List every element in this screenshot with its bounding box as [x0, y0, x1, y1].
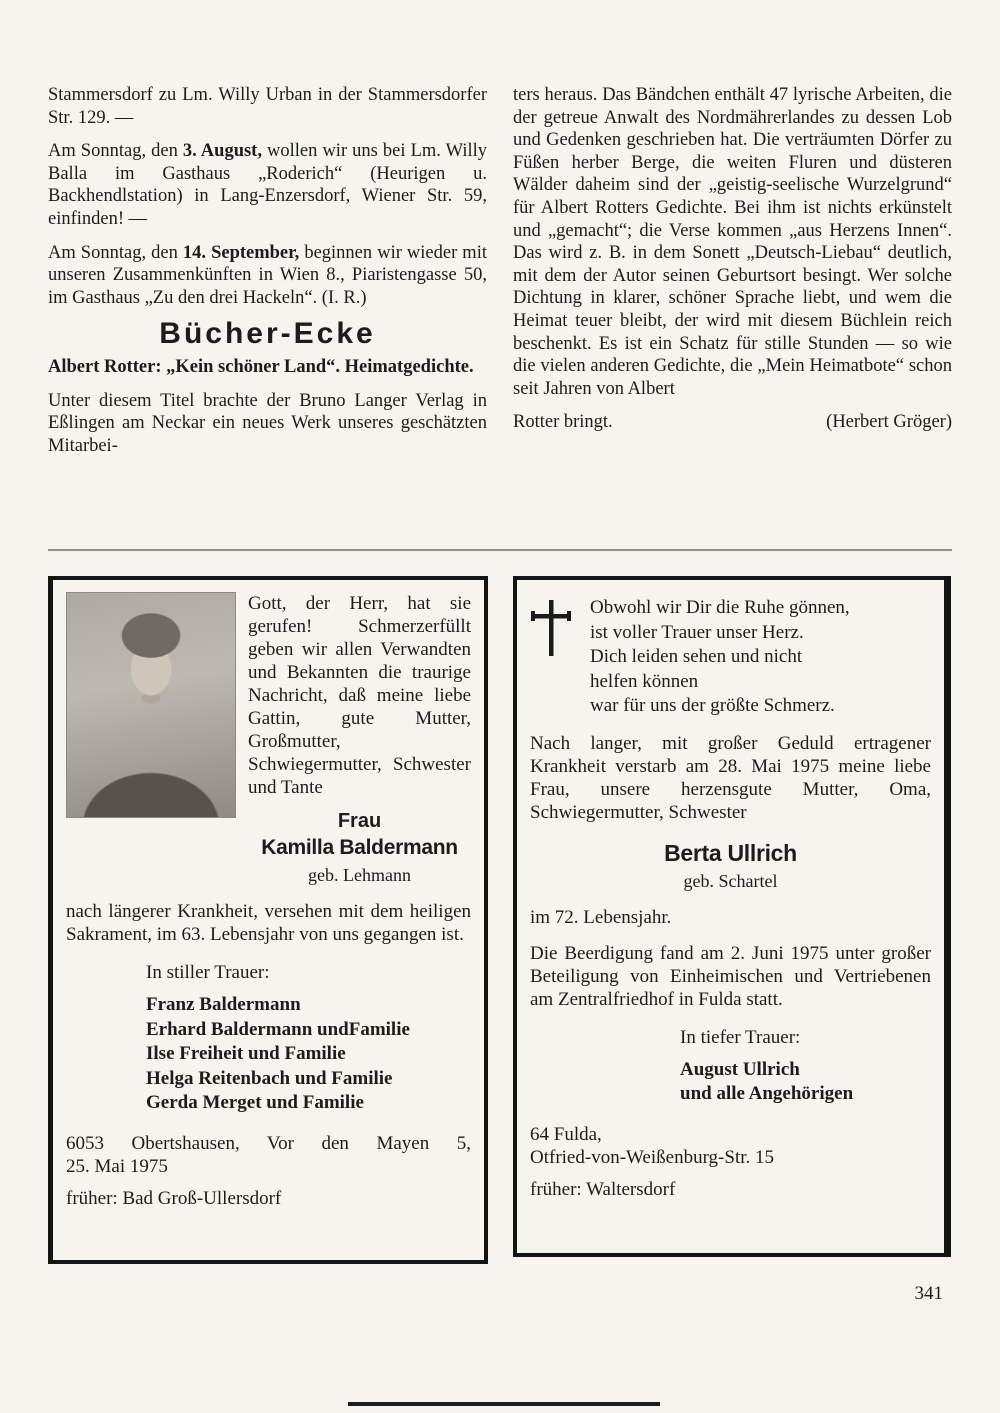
mourner-name: und alle Angehörigen [680, 1083, 854, 1104]
address-block [66, 1132, 471, 1210]
deceased-name: Kamilla Baldermann [261, 836, 458, 859]
mourner-name: Erhard Baldermann undFamilie [146, 1018, 410, 1040]
mourner-name: Gerda Merget und Familie [146, 1092, 364, 1113]
closing-text: Rotter bringt. [513, 412, 613, 433]
paragraph [48, 140, 487, 230]
address-line: 25. Mai 1975 [66, 1155, 168, 1177]
mourner-name: Franz Baldermann [146, 994, 301, 1015]
date-emphasis: 14. September, [182, 242, 300, 263]
page-number: 341 [914, 1283, 943, 1304]
text: wollen wir uns bei Lm. Willy Balla im Gasthaus „Roderich“ (Heurigen u. Backhendlstation) in Lang-Enzersdorf, Wiener Str. 59, einfinden! — [48, 141, 487, 229]
address-block [530, 1123, 931, 1201]
epigraph-line: Dich leiden sehen und nicht [590, 646, 803, 667]
obituary-ullrich [513, 576, 951, 1257]
obituary-body: Die Beerdigung fand am 2. Juni 1975 unter großer Beteiligung von Einheimischen und Vertriebenen am Zentralfriedhof in Fulda statt. [530, 942, 931, 1010]
deceased-title: Frau [337, 810, 382, 832]
text: Am Sonntag, den [48, 141, 183, 162]
author-credit: (Herbert Gröger) [826, 412, 952, 433]
address-line: 6053 Obertshausen, Vor den Mayen 5, [66, 1132, 471, 1154]
deceased-name-block [530, 840, 931, 893]
date-emphasis: 3. August, [182, 141, 262, 162]
mourners-list [680, 1058, 931, 1107]
mourning-label: In stiller Trauer: [146, 962, 270, 983]
mourner-name: August Ullrich [680, 1058, 800, 1080]
scan-artifact-line [348, 1402, 660, 1406]
obituary-header [66, 592, 471, 887]
obituary-intro-column [248, 592, 471, 887]
text: Am Sonntag, den [48, 242, 183, 263]
cross-icon [530, 596, 574, 719]
section-divider [48, 549, 952, 551]
epigraph-line: helfen können [590, 670, 699, 692]
mourning-label: In tiefer Trauer: [680, 1026, 801, 1048]
deceased-maiden-name: geb. Schartel [683, 870, 778, 891]
epigraph-line: ist voller Trauer unser Herz. [590, 621, 804, 643]
mourners-list [146, 993, 471, 1116]
address-line: Otfried-von-Weißenburg-Str. 15 [530, 1146, 775, 1168]
portrait-photo [66, 592, 236, 818]
article-columns [48, 84, 952, 468]
article-signature-line [513, 411, 952, 434]
article-column-left [48, 84, 487, 468]
epigraph-line: Obwohl wir Dir die Ruhe gönnen, [590, 597, 850, 618]
text: beginnen wir wieder mit unseren Zusammenkünften in Wien 8., Piaristengasse 50, im Gasthaus „Zu den drei Hackeln“. (I. R.) [48, 242, 487, 308]
obituary-intro-text: Gott, der Herr, hat sie gerufen! Schmerzerfüllt geben wir allen Verwandten und Bekannten die traurige Nachricht, daß meine liebe Gattin, gute Mutter, Großmutter, Schwiegermutter, Schwester und Tante [248, 593, 471, 798]
epigraph-line: war für uns der größte Schmerz. [590, 695, 835, 716]
former-residence: früher: Bad Groß-Ullersdorf [66, 1187, 282, 1209]
deceased-name-block [248, 809, 471, 887]
address-line: 64 Fulda, [530, 1123, 602, 1145]
mourner-name: Helga Reitenbach und Familie [146, 1067, 393, 1089]
book-title-lead: Albert Rotter: „Kein schöner Land“. Heimatgedichte. [48, 356, 474, 377]
obituary-baldermann [48, 576, 488, 1264]
deceased-maiden-name: geb. Lehmann [308, 865, 411, 885]
paragraph: ters heraus. Das Bändchen enthält 47 lyrische Arbeiten, die der getreue Anwalt des Nordmährerlandes zu dessen Lob und Gedenken geschrieben hat. Die verträumten Dörfer zu Füßen herber Berge, die weiten Fluren und düsteren Wälder daheim sind der „geistig-seelische Wurzelgrund“ für Albert Rotters Gedichte. Bei ihm ist nichts erkünstelt und „gemacht“; die Verse kommen „aus Herzens Innen“. Das wird z. B. in dem Sonett „Deutsch-Liebau“ deutlich, mit dem der Autor seinen Geburtsort besingt. Wer solche Dichtung in klarer, schöner Sprache liebt, und wem die Heimat teuer bleibt, der wird mit diesem Büchlein reich beschenkt. Es ist ein Schatz für stille Stunden — so wie die vielen anderen Gedichte, die „Mein Heimatbote“ schon seit Jahren von Albert [513, 85, 952, 399]
obituary-body: nach längerer Krankheit, versehen mit dem heiligen Sakrament, im 63. Lebensjahr von uns gegangen ist. [66, 901, 471, 945]
paragraph: Unter diesem Titel brachte der Bruno Langer Verlag in Eßlingen am Neckar ein neues Werk unseres geschätzten Mitarbei- [48, 390, 487, 456]
paragraph: Stammersdorf zu Lm. Willy Urban in der Stammersdorfer Str. 129. — [48, 85, 487, 128]
deceased-name: Berta Ullrich [664, 839, 797, 866]
age-line: im 72. Lebensjahr. [530, 906, 672, 928]
obituary-body: Nach langer, mit großer Geduld ertragener Krankheit verstarb am 28. Mai 1975 meine liebe Frau, unsere herzensgute Mutter, Oma, Schwiegermutter, Schwester [530, 732, 931, 823]
obituary-header [530, 596, 931, 719]
paragraph [48, 242, 487, 310]
mourner-name: Ilse Freiheit und Familie [146, 1043, 346, 1064]
epigraph [590, 596, 850, 719]
former-residence: früher: Waltersdorf [530, 1178, 676, 1200]
section-heading: Bücher-Ecke [159, 317, 376, 351]
article-column-right [513, 84, 952, 468]
